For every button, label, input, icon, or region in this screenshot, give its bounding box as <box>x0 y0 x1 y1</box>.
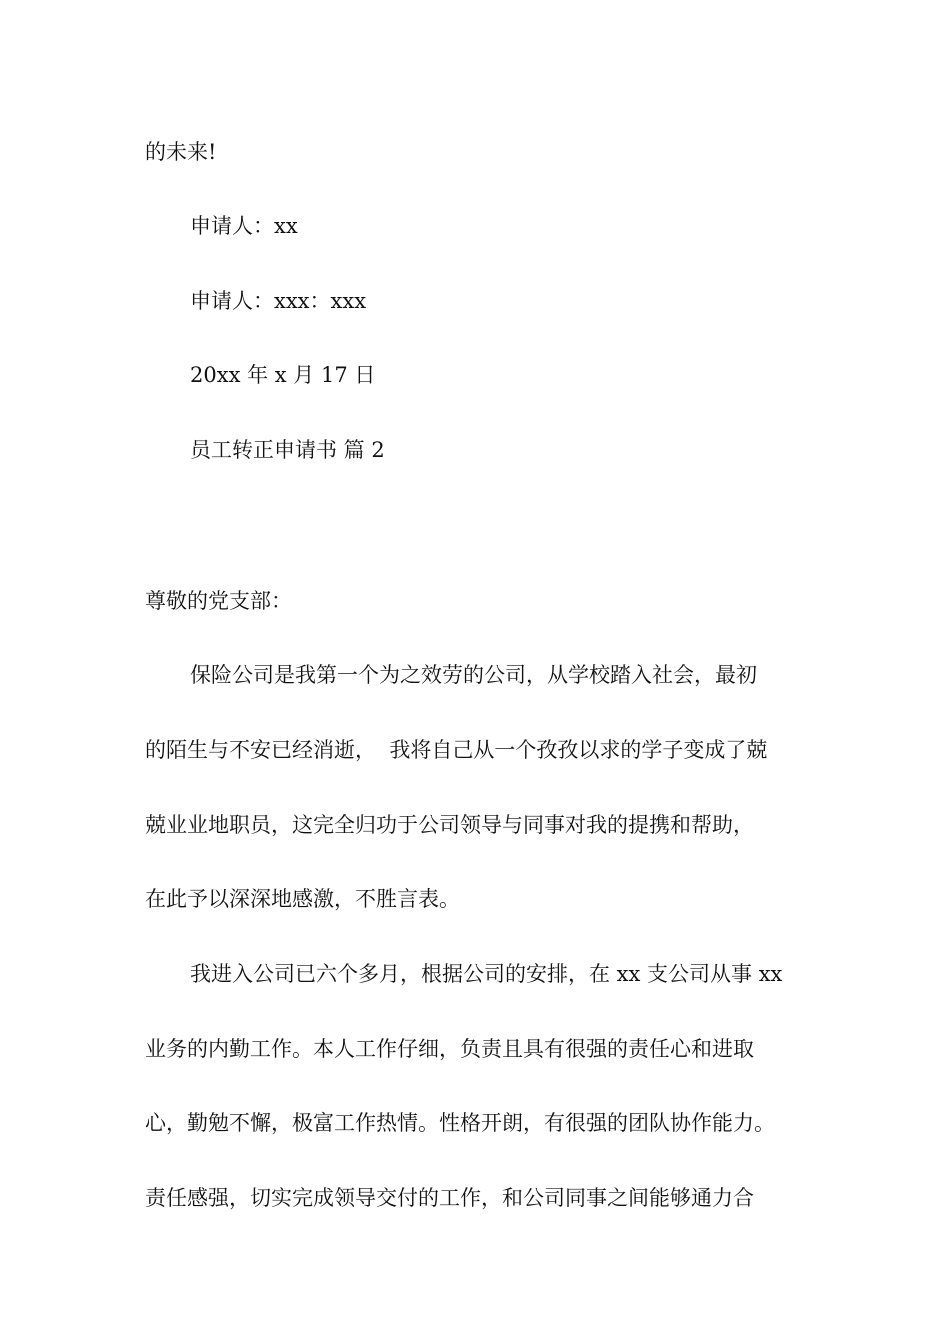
applicant-detail-line: 申请人：xxx：xxx <box>190 289 367 313</box>
text-line-future: 的未来! <box>145 140 217 164</box>
date-line: 20xx 年 x 月 17 日 <box>190 363 376 387</box>
paragraph-line: 在此予以深深地感激，不胜言表。 <box>145 887 460 911</box>
section-title: 员工转正申请书 篇 2 <box>190 438 385 462</box>
paragraph-line: 兢业业地职员，这完全归功于公司领导与同事对我的提携和帮助， <box>145 813 754 837</box>
paragraph-line: 的陌生与不安已经消逝， 我将自己从一个孜孜以求的学子变成了兢 <box>145 738 768 762</box>
paragraph-line: 心，勤勉不懈，极富工作热情。性格开朗，有很强的团队协作能力。 <box>145 1111 775 1135</box>
salutation: 尊敬的党支部： <box>145 589 292 613</box>
applicant-line: 申请人：xx <box>190 214 298 238</box>
paragraph-line: 责任感强，切实完成领导交付的工作，和公司同事之间能够通力合 <box>145 1186 754 1210</box>
paragraph-line: 业务的内勤工作。本人工作仔细，负责且具有很强的责任心和进取 <box>145 1037 754 1061</box>
paragraph-line: 我进入公司已六个多月，根据公司的安排，在 xx 支公司从事 xx <box>190 962 783 986</box>
paragraph-line: 保险公司是我第一个为之效劳的公司，从学校踏入社会，最初 <box>190 663 757 687</box>
